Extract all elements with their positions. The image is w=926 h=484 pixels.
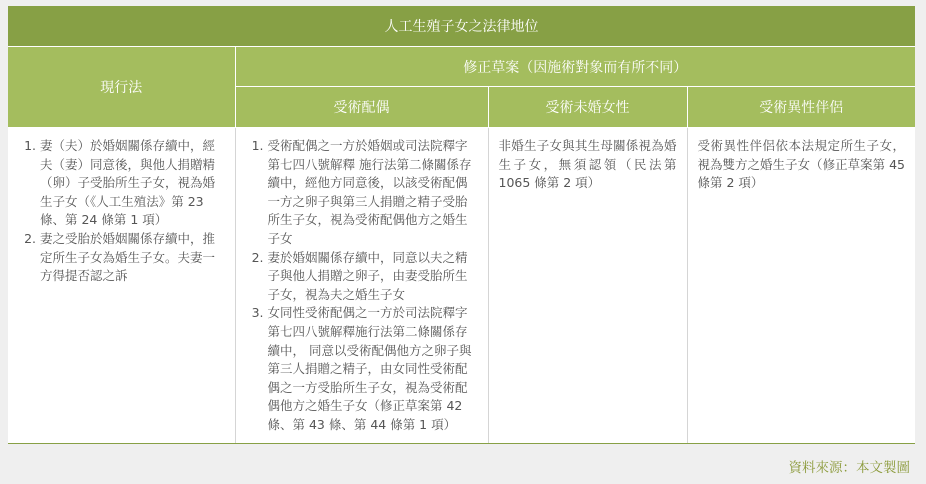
cell-heterosexual-partner — [687, 128, 915, 444]
cell-spouse — [235, 128, 488, 444]
list-item: 2. 妻於婚姻關係存續中，同意以夫之精子與他人捐贈之卵子，由妻受胎所生子女，視為夫之婚生子女 — [268, 249, 478, 305]
spouse-list — [246, 137, 478, 435]
current-law-list — [18, 137, 225, 286]
header-current-law: 現行法 — [8, 47, 235, 128]
header-unmarried-woman: 受術未婚女性 — [488, 87, 687, 128]
table-title: 人工生殖子女之法律地位 — [8, 6, 915, 47]
legal-status-table-container — [8, 6, 915, 444]
list-item: 1. 妻（夫）於婚姻關係存續中，經夫（妻）同意後，與他人捐贈精（卵）子受胎所生子女，視為婚生子女（《人工生殖法》第 23 條、第 24 條第 1 項） — [40, 137, 225, 230]
unmarried-text: 非婚生子女與其生母關係視為婚生子女，無須認領（民法第 1065 條第 2 項） — [498, 138, 677, 191]
cell-unmarried-woman — [488, 128, 687, 444]
header-spouse: 受術配偶 — [235, 87, 488, 128]
list-item: 1. 受術配偶之一方於婚姻或司法院釋字第七四八號解釋 施行法第二條關係存續中，經他方同意後，以該受術配偶一方之卵子與第三人捐贈之精子受胎所生子女，視為受術配偶他方之婚生子女 — [268, 137, 478, 249]
legal-status-table — [8, 6, 915, 444]
cell-current-law — [8, 128, 235, 444]
source-caption: 資料來源：本文製圖 — [788, 460, 910, 476]
list-item: 2. 妻之受胎於婚姻關係存續中，推定所生子女為婚生子女。夫妻一方得提否認之訴 — [40, 230, 225, 286]
header-draft-amendment: 修正草案（因施術對象而有所不同） — [235, 47, 915, 87]
header-heterosexual-partner: 受術異性伴侶 — [687, 87, 915, 128]
list-item: 3. 女同性受術配偶之一方於司法院釋字第七四八號解釋施行法第二條關係存續中， 同意以受術配偶他方之卵子與第三人捐贈之精子，由女同性受術配偶之一方受胎所生子女，視為受術配偶他方之婚生子女（修正草案第 42 條、第 43 條、第 44 條第 1 項） — [268, 304, 478, 434]
partner-text: 受術異性伴侶依本法規定所生子女，視為雙方之婚生子女（修正草案第 45 條第 2 項） — [697, 138, 905, 191]
